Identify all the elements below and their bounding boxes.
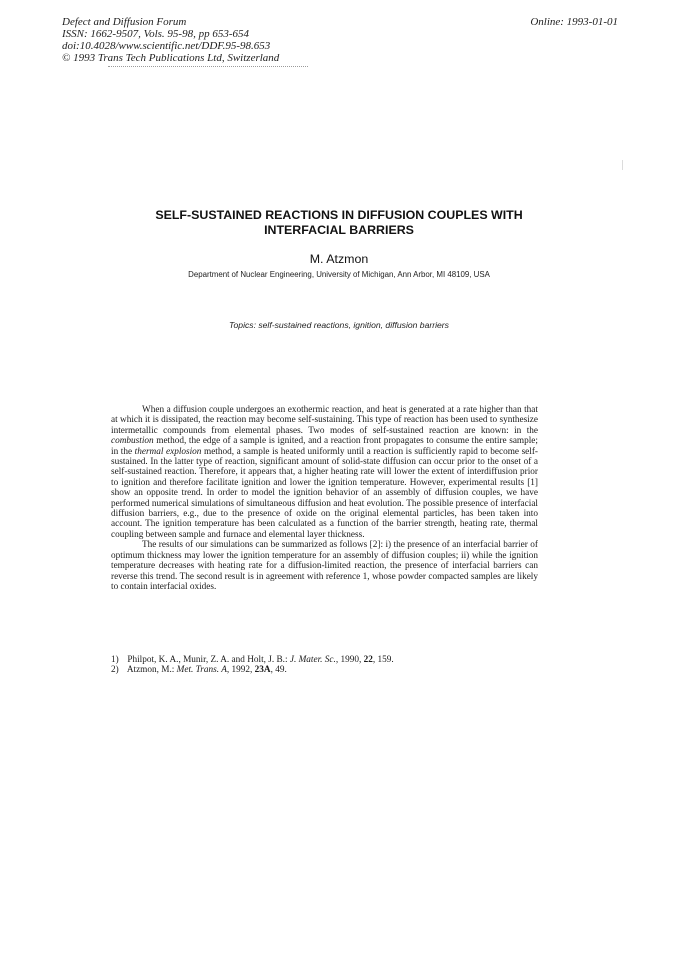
p1-text-e: method, a sample is heated uniformly until a reaction is sufficiently rapid to become self-sustained. In the latter type of reaction, significant amount of solid-state diffusion can occur prior to the onset of a self-sustained reaction. Therefore, it appears that, a higher heating rate will lower the extent of interdiffusion prior to ignition and therefore facilitate ignition and lower the ignition temperature. However, experimental results [1] show an opposite trend. In order to model the ignition behavior of an assembly of diffusion couples, we have performed numerical simulations of simultaneous diffusion and heat evolution. The possible presence of interfacial diffusion barriers, e.g., due to the presence of oxide on the original elemental particles, has been taken into account. The ignition temperature has been calculated as a function of the barrier strength, heating rate, thermal coupling between sample and furnace and elemental layer thickness. [111,446,538,540]
affiliation: Department of Nuclear Engineering, University of Michigan, Ann Arbor, MI 48109, USA [188,270,490,279]
title-line-2: INTERFACIAL BARRIERS [264,223,414,237]
reference-pages: , 49. [270,665,287,676]
paragraph-2: The results of our simulations can be summarized as follows [2]: i) the presence of an interfacial barrier of optimum thickness may lower the ignition temperature for an assembly of diffusion couples; ii) while the ignition temperature decreases with heating rate for a diffusion-limited reaction, the presence of interfacial barriers can reverse this trend. The second result is in agreement with reference 1, whose powder compacted samples are likely to contain interfacial oxides. [111,540,538,592]
abstract-body [111,405,538,592]
issn-line: ISSN: 1662-9507, Vols. 95-98, pp 653-654 [62,28,249,40]
reference-journal: J. Mater. Sc. [289,655,336,665]
journal-name: Defect and Diffusion Forum [62,16,187,28]
paper-title [80,208,598,238]
reference-pages: , 159. [372,655,394,665]
p1-text-c: method, the edge of a sample is ignited, and a reaction front propagates to consume the entire sample; in the [111,436,538,457]
reference-authors: Atzmon, M.: [126,665,177,676]
reference-authors: Philpot, K. A., Munir, Z. A. and Holt, J. B.: [127,655,290,665]
references [111,655,551,676]
title-line-1: SELF-SUSTAINED REACTIONS IN DIFFUSION COUPLES WITH [155,208,523,222]
reference-number: 2) [111,665,119,676]
online-date: Online: 1993-01-01 [530,16,618,28]
faded-original-header [108,66,308,69]
doi-line: doi:10.4028/www.scientific.net/DDF.95-98.653 [62,40,271,52]
topics: Topics: self-sustained reactions, ignition, diffusion barriers [229,320,449,330]
reference-volume: 22 [363,655,373,665]
reference-journal: Met. Trans. A [176,665,227,676]
reference-number: 1) [111,655,119,665]
p1-term-thermal-explosion: thermal explosion [134,446,202,457]
reference-year: , 1992, [226,665,255,676]
p1-term-combustion: combustion [111,436,154,447]
reference-1 [111,655,551,665]
p1-text-a: When a diffusion couple undergoes an exothermic reaction, and heat is generated at a rate higher than that at which it is dissipated, the reaction may become self-sustaining. This type of reaction has been used to synthesize intermetallic compounds from elemental phases. Two modes of self-sustained reaction are known: in the [111,405,538,436]
reference-volume: 23A [254,665,271,676]
reference-2 [111,665,551,675]
paragraph-1 [111,405,538,540]
reference-year: , 1990, [335,655,364,665]
copyright-line: © 1993 Trans Tech Publications Ltd, Switzerland [62,52,280,64]
author: M. Atzmon [309,252,369,266]
scan-mark [622,160,623,170]
